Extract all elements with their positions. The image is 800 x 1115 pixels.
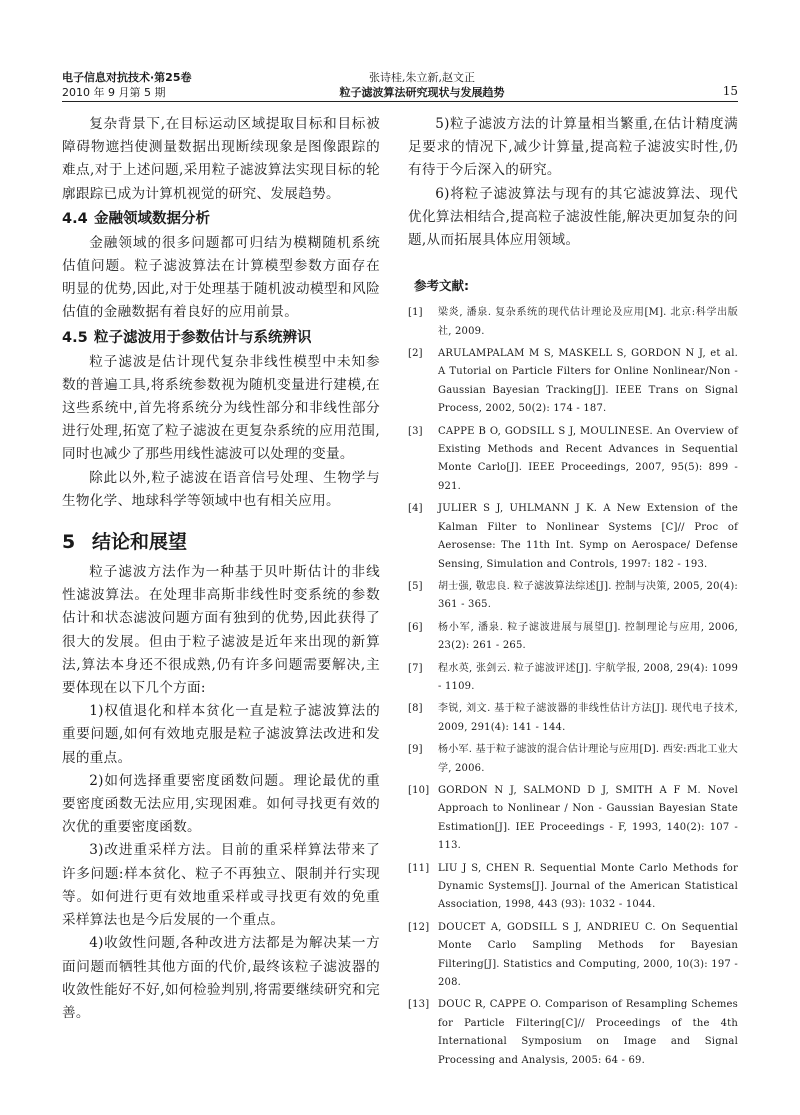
reference-text: 程水英, 张剑云. 粒子滤波评述[J]. 宇航学报, 2008, 29(4): 1099 - 1109.: [438, 662, 738, 692]
paragraph-4-5-a: 粒子滤波是估计现代复杂非线性模型中未知参数的普遍工具,将系统参数视为随机变量进行建模,在这些系统中,首先将系统分为线性部分和非线性部分进行处理,拓宽了粒子滤波在更复杂系统的应用范围,同时也减少了那些用线性滤波可以处理的变量。: [62, 353, 380, 463]
paragraph-5-c: 2)如何选择重要密度函数问题。理论最优的重要密度函数无法应用,实现困难。如何寻找更有效的次优的重要密度函数。: [62, 772, 380, 836]
reference-item: [408, 345, 738, 419]
references-heading: 参考文献:: [414, 278, 469, 294]
reference-index: [13]: [408, 999, 430, 1011]
reference-index: [3]: [408, 425, 423, 437]
reference-item: [408, 423, 738, 497]
section-number: 5: [62, 531, 76, 554]
reference-text: JULIER S J, UHLMANN J K. A New Extension of the Kalman Filter to Nonlinear Systems [C]// Proc of Aerosense: The 11th Int. Symp on Aerospace/ Defense Sensing, Simulation and Controls, 1997: 182 - 193.: [438, 503, 738, 570]
reference-index: [7]: [408, 662, 423, 674]
paragraph-4-5-b: 除此以外,粒子滤波在语音信号处理、生物学与生物化学、地球科学等领域中也有相关应用。: [62, 469, 380, 509]
reference-index: [5]: [408, 580, 423, 592]
section-number: 4.4: [62, 210, 88, 227]
right-column: [408, 113, 738, 1074]
reference-text: GORDON N J, SALMOND D J, SMITH A F M. Novel Approach to Nonlinear / Non - Gaussian Bayesian State Estimation[J]. IEE Proceedings - F, 1993, 140(2): 107 - 113.: [438, 784, 738, 852]
journal-info: [62, 70, 192, 100]
reference-list: [408, 304, 738, 1070]
reference-item: [408, 919, 738, 993]
reference-text: 杨小军, 潘泉. 粒子滤波进展与展望[J]. 控制理论与应用, 2006, 23(2): 261 - 265.: [438, 621, 738, 652]
reference-item: [408, 660, 738, 697]
reference-item: [408, 304, 738, 341]
left-column: [62, 113, 380, 1025]
paragraph-4-4: 金融领域的很多问题都可归结为模糊随机系统估值问题。粒子滤波算法在计算模型参数方面存在明显的优势,因此,对于处理基于随机波动模型和风险估值的金融数据有着良好的应用前景。: [62, 234, 380, 321]
section-title: 结论和展望: [92, 531, 188, 554]
page-number: 15: [722, 84, 738, 98]
paragraph-intro: 复杂背景下,在目标运动区域提取目标和目标被障碍物遮挡使测量数据出现断续现象是图像跟踪的难点,对于上述问题,采用粒子滤波算法实现目标的轮廓跟踪已成为计算机视觉的研究、发展趋势。: [62, 116, 380, 202]
section-title: 金融领域数据分析: [94, 210, 210, 227]
reference-item: [408, 996, 738, 1070]
section-4-5-heading: [62, 325, 380, 351]
reference-text: DOUC R, CAPPE O. Comparison of Resampling Schemes for Particle Filtering[C]// Proceedings of the 4th International Symposium on Image and Signal Processing and Analysis, 2005: 64 - 69.: [438, 999, 738, 1066]
header-rule: [62, 101, 738, 102]
reference-text: 杨小军. 基于粒子滤波的混合估计理论与应用[D]. 西安:西北工业大学, 2006.: [438, 744, 738, 774]
reference-item: [408, 860, 738, 915]
reference-item: [408, 619, 738, 656]
reference-index: [8]: [408, 703, 423, 715]
reference-text: LIU J S, CHEN R. Sequential Monte Carlo Methods for Dynamic Systems[J]. Journal of the American Statistical Association, 1998, 443 (93): 1032 - 1044.: [438, 862, 738, 911]
reference-item: [408, 578, 738, 615]
section-5-heading: [62, 527, 380, 557]
reference-index: [6]: [408, 621, 423, 633]
journal-issue: 2010 年 9 月第 5 期: [62, 86, 166, 99]
reference-text: 梁炎, 潘泉. 复杂系统的现代估计理论及应用[M]. 北京:科学出版社, 2009.: [438, 307, 738, 337]
reference-text: CAPPE B O, GODSILL S J, MOULINESE. An Overview of Existing Methods and Recent Advances in Sequential Monte Carlo[J]. IEEE Proceedings, 2007, 95(5): 899 - 921.: [438, 425, 738, 492]
reference-index: [1]: [408, 307, 423, 319]
paragraph-5-f: 5)粒子滤波方法的计算量相当繁重,在估计精度满足要求的情况下,减少计算量,提高粒子滤波实时性,仍有待于今后深入的研究。: [408, 116, 738, 179]
reference-item: [408, 700, 738, 737]
paragraph-5-g: 6)将粒子滤波算法与现有的其它滤波算法、现代优化算法相结合,提高粒子滤波性能,解决更加复杂的问题,从而拓展具体应用领域。: [408, 185, 738, 249]
section-number: 4.5: [62, 329, 88, 346]
paragraph-5-b: 1)权值退化和样本贫化一直是粒子滤波算法的重要问题,如何有效地克服是粒子滤波算法改进和发展的重点。: [62, 703, 380, 766]
reference-text: 李锐, 刘文. 基于粒子滤波器的非线性估计方法[J]. 现代电子技术, 2009, 291(4): 141 - 144.: [438, 703, 738, 733]
paragraph-5-d: 3)改进重采样方法。目前的重采样算法带来了许多问题:样本贫化、粒子不再独立、限制并行实现等。如何进行更有效地重采样或寻找更有效的免重采样算法也是今后发展的一个重点。: [62, 842, 380, 929]
running-title: [292, 70, 552, 100]
header-title: 粒子滤波算法研究现状与发展趋势: [339, 86, 505, 99]
reference-index: [9]: [408, 744, 423, 756]
journal-name: 电子信息对抗技术·第25卷: [62, 71, 192, 84]
section-4-4-heading: [62, 206, 380, 232]
header-authors: 张诗桂,朱立新,赵文正: [369, 71, 475, 84]
reference-index: [2]: [408, 348, 423, 360]
page-header: [62, 70, 738, 100]
reference-item: [408, 500, 738, 574]
reference-item: [408, 741, 738, 778]
section-title: 粒子滤波用于参数估计与系统辨识: [94, 329, 312, 346]
reference-item: [408, 782, 738, 856]
reference-index: [11]: [408, 862, 430, 874]
paragraph-5-e: 4)收敛性问题,各种改进方法都是为解决某一方面问题而牺牲其他方面的代价,最终该粒子滤波器的收敛性能好不好,如何检验判别,将需要继续研究和完善。: [62, 935, 380, 1021]
reference-index: [4]: [408, 503, 423, 515]
paragraph-5-a: 粒子滤波方法作为一种基于贝叶斯估计的非线性滤波算法。在处理非高斯非线性时变系统的参数估计和状态滤波问题方面有独到的优势,因此获得了很大的发展。但由于粒子滤波是近年来出现的新算法,算法本身还不很成熟,仍有许多问题需要解决,主要体现在以下几个方面:: [62, 564, 380, 697]
reference-index: [12]: [408, 921, 430, 933]
reference-text: ARULAMPALAM M S, MASKELL S, GORDON N J, et al. A Tutorial on Particle Filters for Online Nonlinear/Non - Gaussian Bayesian Tracking[J]. IEEE Trans on Signal Process, 2002, 50(2): 174 - 187.: [438, 348, 738, 415]
reference-text: 胡士强, 敬忠良. 粒子滤波算法综述[J]. 控制与决策, 2005, 20(4): 361 - 365.: [438, 580, 738, 611]
reference-index: [10]: [408, 784, 430, 796]
reference-text: DOUCET A, GODSILL S J, ANDRIEU C. On Sequential Monte Carlo Sampling Methods for Bayesian Filtering[J]. Statistics and Computing, 2000, 10(3): 197 - 208.: [438, 921, 738, 989]
